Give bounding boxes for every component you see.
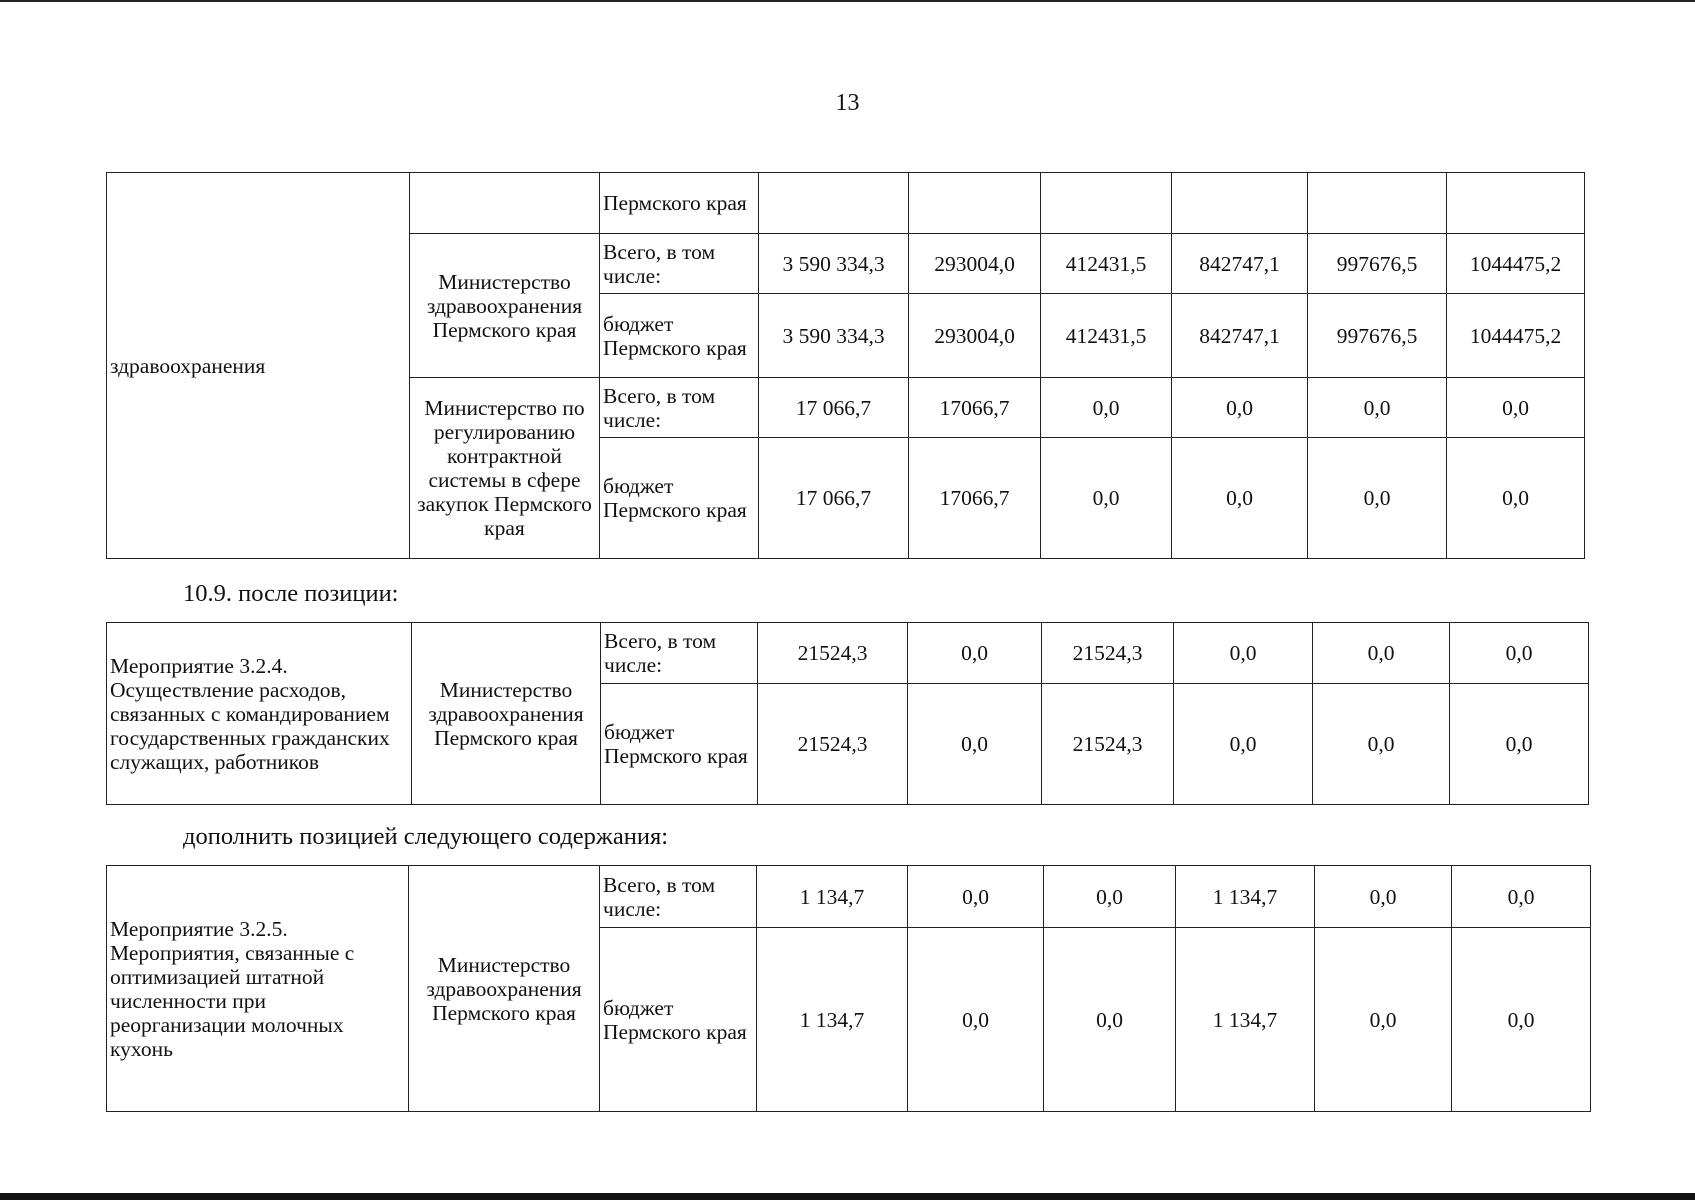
value-cell: 0,0 [1308, 378, 1447, 438]
measure-description: Мероприятие 3.2.4. Осуществление расходов, связанных с командированием государственных гражданских служащих, работников [107, 623, 412, 805]
value-cell: 997676,5 [1308, 294, 1447, 378]
value-cell: 0,0 [908, 684, 1042, 805]
value-cell: 21524,3 [758, 684, 908, 805]
executor: Министерство здравоохранения Пермского края [409, 866, 600, 1112]
value-cell: 0,0 [1174, 684, 1313, 805]
value-cell [1447, 173, 1585, 234]
funding-source: Пермского края [600, 173, 759, 234]
value-cell: 1 134,7 [1176, 928, 1315, 1112]
measure-description: Мероприятие 3.2.5. Мероприятия, связанные с оптимизацией штатной численности при реорганизации молочных кухонь [107, 866, 409, 1112]
funding-source: Всего, в том числе: [600, 378, 759, 438]
value-cell: 17066,7 [909, 378, 1041, 438]
value-cell: 17 066,7 [759, 378, 909, 438]
value-cell: 0,0 [1044, 866, 1176, 928]
value-cell: 0,0 [1315, 866, 1452, 928]
value-cell: 3 590 334,3 [759, 234, 909, 294]
value-cell: 0,0 [1044, 928, 1176, 1112]
value-cell: 842747,1 [1172, 294, 1308, 378]
value-cell [759, 173, 909, 234]
value-cell: 0,0 [1447, 378, 1585, 438]
value-cell: 0,0 [1041, 438, 1172, 559]
page-number: 13 [835, 90, 860, 116]
value-cell: 293004,0 [909, 294, 1041, 378]
value-cell: 1044475,2 [1447, 234, 1585, 294]
value-cell: 412431,5 [1041, 234, 1172, 294]
funding-source: Всего, в том числе: [600, 866, 757, 928]
scan-border-bottom [0, 1193, 1695, 1200]
table-row [107, 866, 1591, 928]
value-cell: 0,0 [1313, 684, 1450, 805]
value-cell: 0,0 [1315, 928, 1452, 1112]
value-cell: 0,0 [1452, 866, 1591, 928]
value-cell: 0,0 [1447, 438, 1585, 559]
value-cell [1308, 173, 1447, 234]
value-cell [909, 173, 1041, 234]
table-row [107, 623, 1589, 684]
value-cell: 0,0 [1452, 928, 1591, 1112]
funding-source: бюджет Пермского края [600, 438, 759, 559]
value-cell: 1 134,7 [1176, 866, 1315, 928]
value-cell: 0,0 [1313, 623, 1450, 684]
value-cell: 0,0 [1308, 438, 1447, 559]
value-cell [1172, 173, 1308, 234]
value-cell: 997676,5 [1308, 234, 1447, 294]
value-cell: 0,0 [908, 623, 1042, 684]
measure-3-2-5-table [106, 865, 1591, 1112]
value-cell: 0,0 [908, 928, 1044, 1112]
value-cell: 0,0 [1172, 378, 1308, 438]
executor: Министерство по регулированию контрактной системы в сфере закупок Пермского края [410, 378, 600, 559]
value-cell: 0,0 [908, 866, 1044, 928]
value-cell: 1044475,2 [1447, 294, 1585, 378]
value-cell: 0,0 [1450, 623, 1589, 684]
funding-source: бюджет Пермского края [600, 294, 759, 378]
executor: Министерство здравоохранения Пермского края [412, 623, 601, 805]
value-cell: 0,0 [1041, 378, 1172, 438]
measure-description: здравоохранения [107, 173, 410, 559]
value-cell: 1 134,7 [757, 866, 908, 928]
value-cell: 21524,3 [758, 623, 908, 684]
table-row [107, 173, 1585, 234]
executor: Министерство здравоохранения Пермского края [410, 234, 600, 378]
funding-source: бюджет Пермского края [601, 684, 758, 805]
funding-source: бюджет Пермского края [600, 928, 757, 1112]
caption-after-position: 10.9. после позиции: [183, 580, 399, 607]
value-cell: 0,0 [1172, 438, 1308, 559]
value-cell: 3 590 334,3 [759, 294, 909, 378]
value-cell: 842747,1 [1172, 234, 1308, 294]
value-cell: 293004,0 [909, 234, 1041, 294]
funding-table-continuation [106, 172, 1585, 559]
value-cell: 17066,7 [909, 438, 1041, 559]
caption-add-position: дополнить позицией следующего содержания: [183, 823, 669, 850]
measure-3-2-4-table [106, 622, 1589, 805]
value-cell: 1 134,7 [757, 928, 908, 1112]
value-cell: 0,0 [1174, 623, 1313, 684]
funding-source: Всего, в том числе: [601, 623, 758, 684]
funding-source: Всего, в том числе: [600, 234, 759, 294]
value-cell: 21524,3 [1042, 684, 1174, 805]
value-cell [1041, 173, 1172, 234]
value-cell: 412431,5 [1041, 294, 1172, 378]
value-cell: 0,0 [1450, 684, 1589, 805]
value-cell: 17 066,7 [759, 438, 909, 559]
executor-cell-empty [410, 173, 600, 234]
value-cell: 21524,3 [1042, 623, 1174, 684]
scan-border-top [0, 0, 1695, 2]
